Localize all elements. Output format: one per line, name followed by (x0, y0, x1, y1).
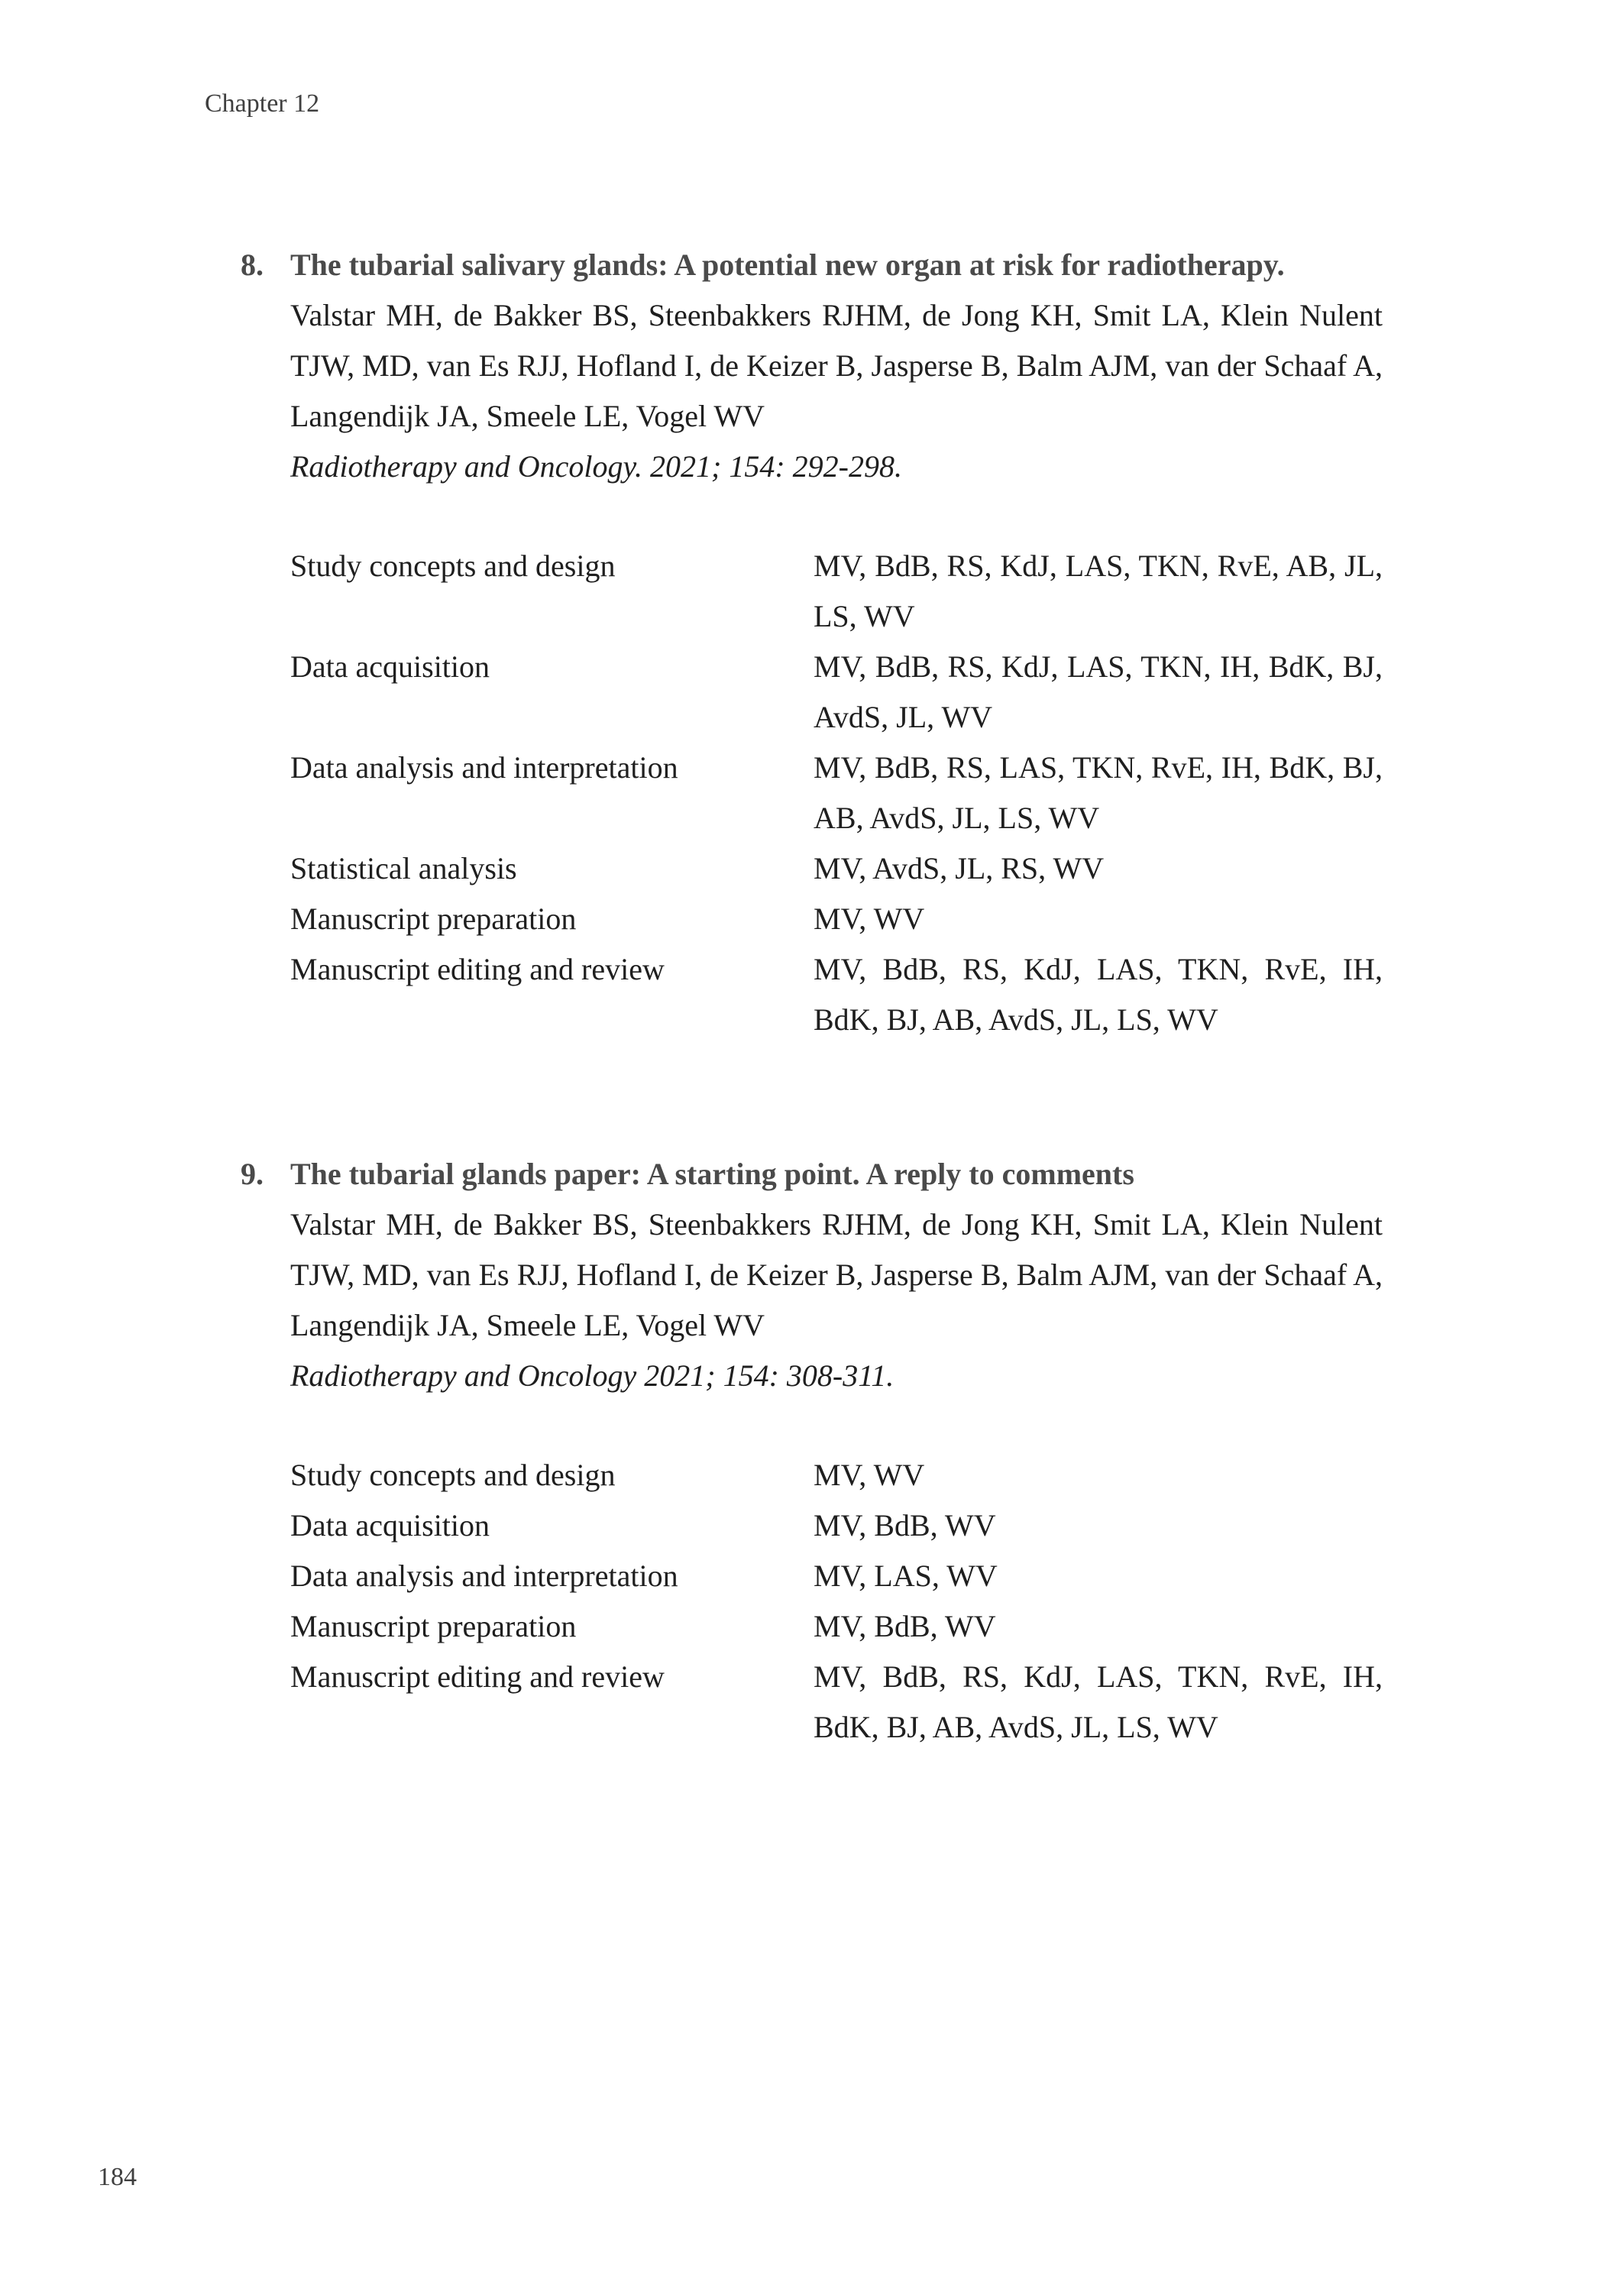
contribution-row (290, 541, 1383, 642)
publication-entry (241, 1149, 1383, 1753)
contribution-row (290, 894, 1383, 944)
contribution-role-label: Manuscript preparation (290, 1609, 577, 1643)
contribution-row (290, 1601, 1383, 1652)
contribution-row (290, 1652, 1383, 1753)
publication-authors: Valstar MH, de Bakker BS, Steenbakkers RJHM, de Jong KH, Smit LA, Klein Nulent TJW, MD, van Es RJJ, Hofland I, de Keizer B, Jasperse B, Balm AJM, van der Schaaf A, Langendijk JA, Smeele LE, Vogel WV (290, 1207, 1383, 1342)
contribution-author-initials: MV, BdB, RS, LAS, TKN, RvE, IH, BdK, BJ, AB, AvdS, JL, LS, WV (814, 750, 1383, 835)
contribution-row (290, 843, 1383, 894)
contribution-row (290, 743, 1383, 843)
contribution-author-initials: MV, BdB, RS, KdJ, LAS, TKN, RvE, AB, JL, LS, WV (814, 549, 1383, 633)
contribution-row (290, 944, 1383, 1045)
contribution-role-label: Data analysis and interpretation (290, 1559, 678, 1593)
contribution-author-initials: MV, WV (814, 902, 925, 936)
publication-authors: Valstar MH, de Bakker BS, Steenbakkers RJHM, de Jong KH, Smit LA, Klein Nulent TJW, MD, van Es RJJ, Hofland I, de Keizer B, Jasperse B, Balm AJM, van der Schaaf A, Langendijk JA, Smeele LE, Vogel WV (290, 298, 1383, 433)
entry-number: 8. (241, 248, 264, 282)
contributions-table (290, 1450, 1383, 1753)
contributions-table (290, 541, 1383, 1045)
contribution-role-label: Study concepts and design (290, 549, 616, 583)
page-number: 184 (98, 2163, 137, 2191)
publication-entry (241, 240, 1383, 1045)
publication-title: The tubarial glands paper: A starting point. A reply to comments (290, 1157, 1134, 1191)
contribution-row (290, 1450, 1383, 1500)
contribution-row (290, 642, 1383, 743)
contribution-author-initials: MV, AvdS, JL, RS, WV (814, 851, 1105, 885)
contribution-row (290, 1500, 1383, 1551)
contribution-author-initials: MV, BdB, RS, KdJ, LAS, TKN, RvE, IH, BdK, BJ, AB, AvdS, JL, LS, WV (814, 1659, 1383, 1744)
contribution-author-initials: MV, BdB, WV (814, 1609, 996, 1643)
contribution-role-label: Study concepts and design (290, 1458, 616, 1492)
contribution-author-initials: MV, BdB, RS, KdJ, LAS, TKN, IH, BdK, BJ, AvdS, JL, WV (814, 649, 1383, 734)
entry-number: 9. (241, 1157, 264, 1191)
contribution-author-initials: MV, WV (814, 1458, 925, 1492)
chapter-header: Chapter 12 (205, 89, 320, 118)
contribution-role-label: Data acquisition (290, 649, 490, 684)
contribution-author-initials: MV, BdB, WV (814, 1508, 996, 1543)
contribution-role-label: Manuscript editing and review (290, 952, 665, 986)
contribution-role-label: Statistical analysis (290, 851, 517, 885)
entry-content (290, 1149, 1383, 1753)
contribution-role-label: Data analysis and interpretation (290, 750, 678, 785)
contribution-author-initials: MV, BdB, RS, KdJ, LAS, TKN, RvE, IH, BdK, BJ, AB, AvdS, JL, LS, WV (814, 952, 1383, 1037)
contribution-role-label: Manuscript preparation (290, 902, 577, 936)
contribution-role-label: Manuscript editing and review (290, 1659, 665, 1694)
publication-journal-reference: Radiotherapy and Oncology 2021; 154: 308-311. (290, 1358, 894, 1393)
entry-content (290, 240, 1383, 1045)
contribution-row (290, 1551, 1383, 1601)
publication-journal-reference: Radiotherapy and Oncology. 2021; 154: 292-298. (290, 449, 902, 484)
publication-title: The tubarial salivary glands: A potential new organ at risk for radiotherapy. (290, 248, 1285, 282)
contribution-role-label: Data acquisition (290, 1508, 490, 1543)
contribution-author-initials: MV, LAS, WV (814, 1559, 998, 1593)
